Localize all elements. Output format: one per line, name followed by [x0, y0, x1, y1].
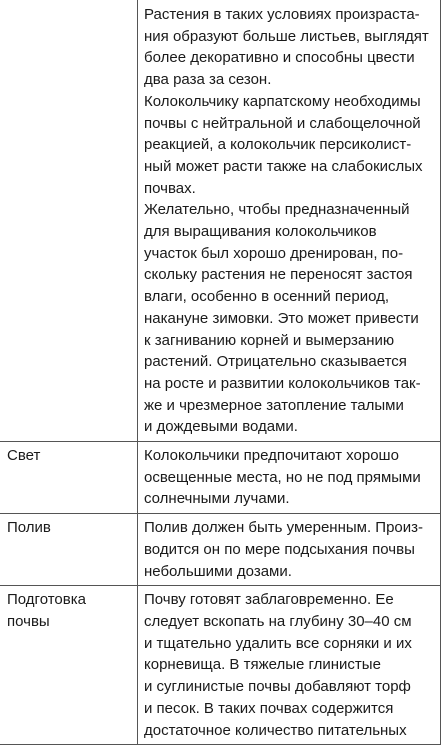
text-line: и дождевыми водами.: [144, 418, 298, 436]
row-content-soil: [138, 586, 441, 745]
text-line: более декоративно и способны цвести: [144, 49, 415, 67]
text-line: достаточное количество питательных: [144, 721, 407, 739]
row-label-soil: [0, 586, 138, 745]
text-line: небольшими дозами.: [144, 562, 292, 580]
row-label-light: Свет: [0, 442, 138, 514]
text-line: Почву готовят заблаговременно. Ее: [144, 591, 394, 609]
text-line: для выращивания колокольчиков: [144, 223, 377, 241]
row-content-watering: [138, 514, 441, 586]
text-line: же и чрезмерное затопление талыми: [144, 396, 404, 414]
text-line: Колокольчику карпатскому необходимы: [144, 92, 421, 110]
paragraph: [144, 517, 436, 582]
paragraph: [144, 589, 436, 741]
paragraph: [144, 445, 436, 510]
label-line: Подготовка: [7, 591, 86, 609]
text-line: участок был хорошо дренирован, по-: [144, 244, 404, 262]
text-line: скольку растения не переносят застоя: [144, 266, 413, 284]
text-line: Растения в таких условиях произраста-: [144, 6, 420, 23]
text-line: к загниванию корней и вымерзанию: [144, 331, 395, 349]
row-content-conditions: [138, 0, 441, 442]
text-line: два раза за сезон.: [144, 71, 272, 89]
text-line: ния образуют больше листьев, выглядят: [144, 27, 429, 45]
text-line: корневища. В тяжелые глинистые: [144, 656, 381, 674]
text-line: следует вскопать на глубину 30–40 см: [144, 612, 412, 630]
table-row-watering: [0, 514, 441, 586]
text-line: Полив должен быть умеренным. Произ-: [144, 519, 424, 537]
text-line: ный может расти также на слабокислых: [144, 157, 423, 175]
text-line: и песок. В таких почвах содержится: [144, 699, 394, 717]
text-line: Желательно, чтобы предназначенный: [144, 201, 410, 219]
paragraph: [144, 4, 436, 91]
row-content-light: [138, 442, 441, 514]
label-line: почвы: [7, 612, 50, 630]
text-line: накануне зимовки. Это может привести: [144, 309, 419, 327]
text-line: и тщательно удалить все сорняки и их: [144, 634, 412, 652]
text-line: и суглинистые почвы добавляют торф: [144, 678, 411, 696]
text-line: водится он по мере подсыхания почвы: [144, 540, 415, 558]
text-line: почвы с нейтральной и слабощелочной: [144, 114, 421, 132]
text-line: растений. Отрицательно сказывается: [144, 353, 407, 371]
table-row-soil: [0, 586, 441, 745]
row-label-empty: [0, 0, 138, 442]
table-row-light: [0, 442, 441, 514]
text-line: влаги, особенно в осенний период,: [144, 288, 390, 306]
text-line: солнечными лучами.: [144, 490, 290, 508]
text-line: на росте и развитии колокольчиков так-: [144, 374, 421, 392]
row-label-watering: Полив: [0, 514, 138, 586]
text-line: освещенные места, но не под прямыми: [144, 468, 421, 486]
paragraph: [144, 91, 436, 200]
text-line: Колокольчики предпочитают хорошо: [144, 447, 399, 465]
text-line: почвах.: [144, 179, 196, 197]
paragraph: [144, 199, 436, 438]
text-line: реакцией, а колокольчик персиколист-: [144, 136, 412, 154]
